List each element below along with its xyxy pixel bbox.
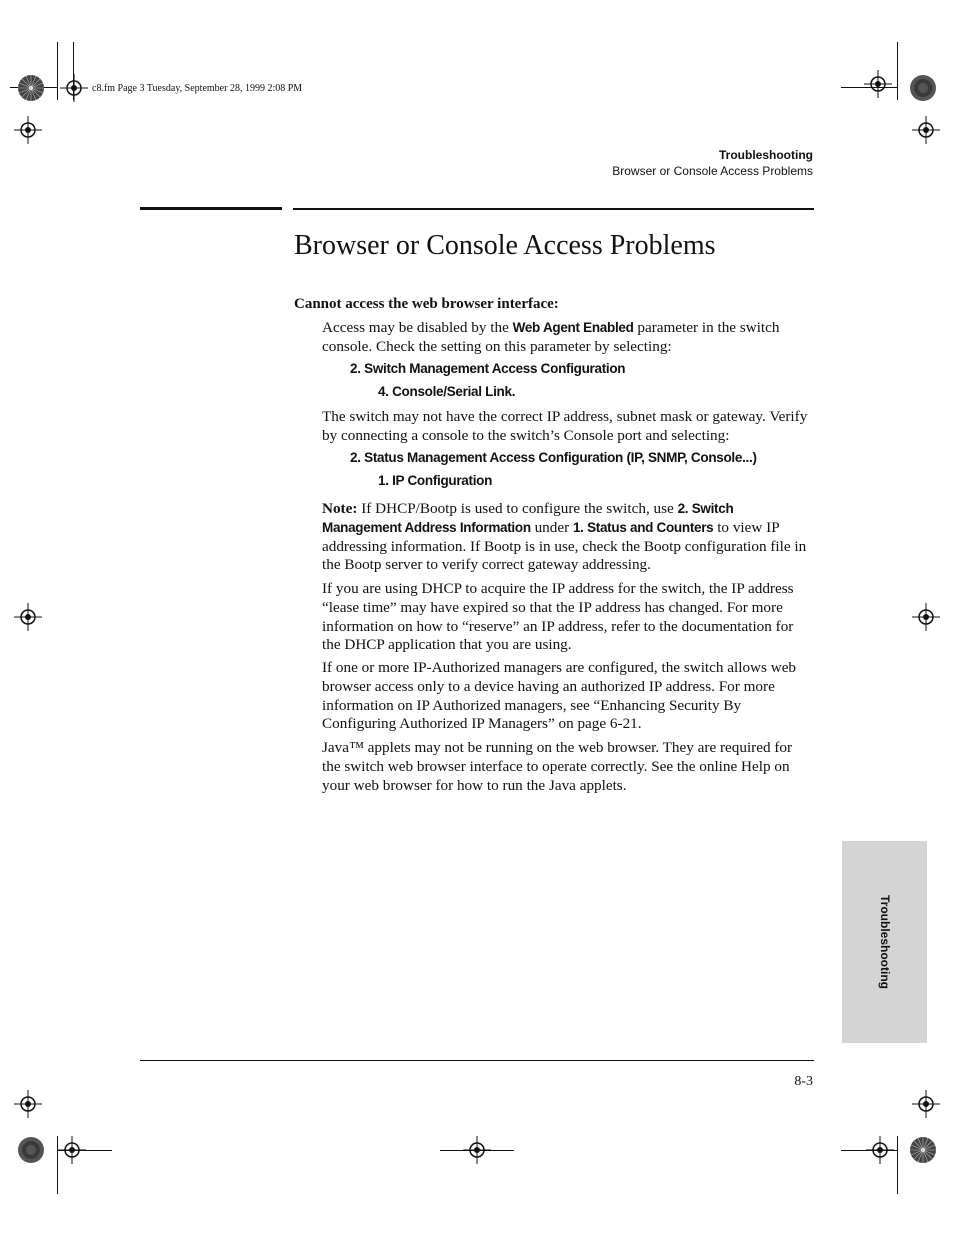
menu-path-level1: 2. Switch Management Access Configuration (350, 361, 626, 376)
page-number: 8-3 (794, 1074, 813, 1089)
text: to view IP addressing information. If Bootp is in use, check the Bootp configuration file in the Bootp server to verify correct gateway addressing. (322, 518, 807, 574)
registration-target-icon (60, 74, 88, 102)
paragraph-web-agent (322, 319, 814, 357)
header-rule-left (140, 207, 282, 210)
crop-mark (57, 42, 58, 100)
menu-reference: 1. Status and Counters (572, 519, 714, 535)
footer-rule (140, 1060, 814, 1061)
file-info: c8.fm Page 3 Tuesday, September 28, 1999 2:08 PM (92, 83, 303, 94)
note-paragraph (322, 500, 814, 575)
starburst-target-icon (909, 1136, 937, 1164)
registration-target-icon (14, 603, 42, 631)
page-title: Browser or Console Access Problems (294, 230, 716, 261)
subheading: Cannot access the web browser interface: (294, 296, 559, 312)
registration-target-icon (58, 1136, 86, 1164)
note-label: Note: (322, 500, 358, 517)
running-header-section: Browser or Console Access Problems (612, 164, 813, 178)
paragraph-java: Java™ applets may not be running on the web browser. They are required for the switch web browser interface to operate correctly. See the online Help on your web browser for how to run the Java applets. (322, 739, 793, 794)
registration-target-icon (463, 1136, 491, 1164)
running-header-chapter: Troubleshooting (719, 148, 813, 162)
registration-target-icon (912, 603, 940, 631)
menu-reference: 2. Switch Management Address Information (322, 501, 734, 535)
paragraph-authorized-managers: If one or more IP-Authorized managers are configured, the switch allows web browser access only to a device having an authorized IP address. For more information on IP Authorized managers, see “Enhancing Security By Configuring Authorized IP Managers” on page 6-21. (322, 659, 797, 733)
crop-mark (897, 42, 898, 100)
starburst-target-icon (17, 1136, 45, 1164)
chapter-tab (842, 841, 927, 1043)
registration-target-icon (864, 70, 892, 98)
menu-path-level1: 2. Status Management Access Configuration (IP, SNMP, Console...) (350, 450, 757, 465)
registration-target-icon (14, 116, 42, 144)
chapter-tab-label: Troubleshooting (877, 895, 892, 989)
paragraph-ip-address: The switch may not have the correct IP address, subnet mask or gateway. Verify by connecting a console to the switch’s Console port and selecting: (322, 408, 808, 444)
header-rule (293, 208, 814, 210)
registration-target-icon (866, 1136, 894, 1164)
registration-target-icon (912, 116, 940, 144)
menu-path-level2: 4. Console/Serial Link. (378, 384, 516, 399)
registration-target-icon (14, 1090, 42, 1118)
text: under (530, 518, 573, 536)
starburst-target-icon (909, 74, 937, 102)
menu-path-level2: 1. IP Configuration (378, 473, 493, 488)
registration-target-icon (912, 1090, 940, 1118)
crop-mark (897, 1136, 898, 1194)
parameter-name: Web Agent Enabled (512, 320, 634, 335)
starburst-target-icon (17, 74, 45, 102)
paragraph-dhcp: If you are using DHCP to acquire the IP address for the switch, the IP address “lease time” may have expired so that the IP address has changed. For more information on how to “reserve” an IP address, refer to the documentation for the DHCP application that you are using. (322, 580, 794, 654)
text: Access may be disabled by the (322, 319, 513, 336)
text: If DHCP/Bootp is used to configure the switch, use (357, 500, 678, 517)
text: parameter in the switch console. Check the setting on this parameter by selecting: (322, 319, 780, 355)
